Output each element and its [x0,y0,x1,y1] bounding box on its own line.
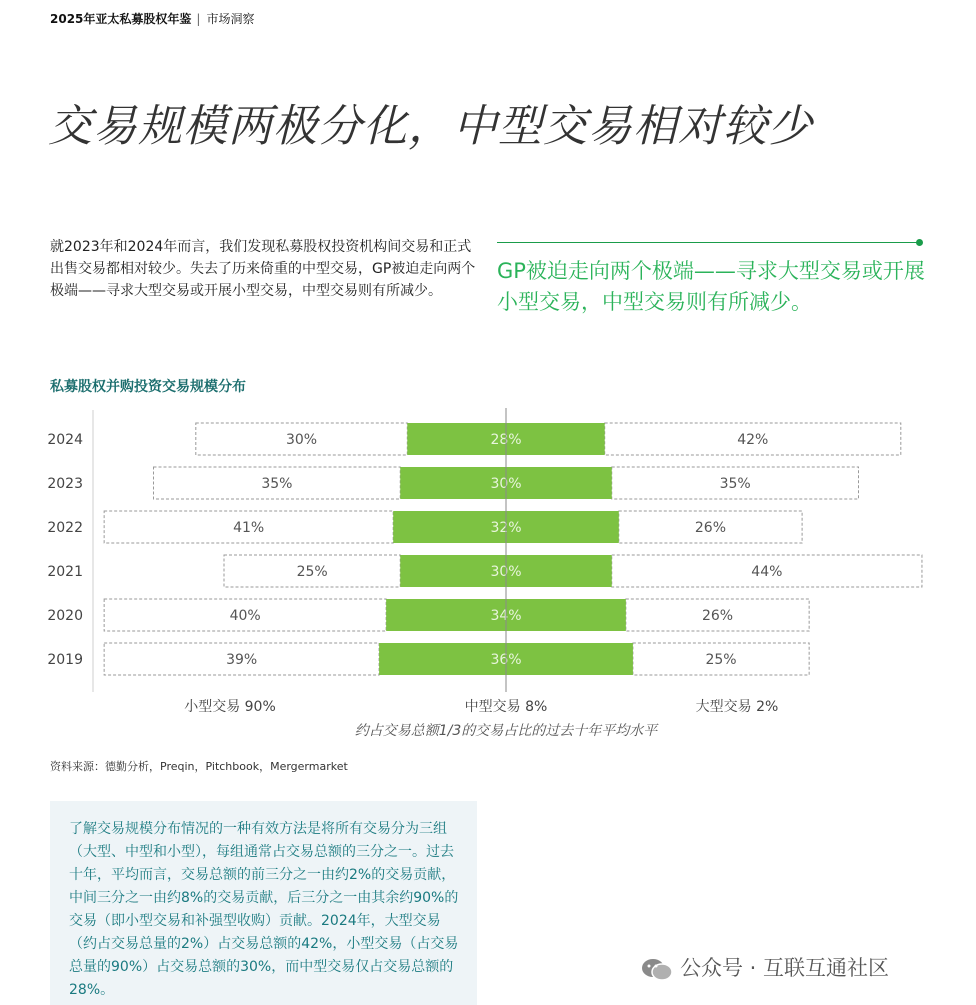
explainer-text: 了解交易规模分布情况的一种有效方法是将所有交易分为三组（大型、中型和小型），每组通常占交易总额的三分之一。过去十年，平均而言，交易总额的前三分之一由约2%的交易贡献，中间三分之一由约8%的交易贡献，后三分之一由其余约90%的交易（即小型交易和补强型收购）贡献。2024年，大型交易（约占交易总量的2%）占交易总额的42%，小型交易（占交易总量的90%）占交易总额的30%，而中型交易仅占交易总额的28%。 [69,821,459,998]
pullquote-rule [497,242,919,243]
label-medium-2019: 36% [490,652,522,668]
legend-large: 大型交易 2% [695,699,779,715]
header-separator: | [196,12,201,26]
source-note: 资料来源：德勤分析，Preqin，Pitchbook，Mergermarket [50,760,348,773]
watermark [640,952,889,982]
intro-paragraph: 就2023年和2024年而言，我们发现私募股权投资机构间交易和正式出售交易都相对较少。失去了历来倚重的中型交易，GP被迫走向两个极端——寻求大型交易或开展小型交易，中型交易则有所减少。 [50,239,476,299]
label-small-2024: 30% [285,432,318,448]
section-name: 市场洞察 [206,12,255,26]
label-large-2020: 26% [701,608,734,624]
label-large-2024: 42% [737,432,769,448]
label-medium-2020: 34% [490,608,522,624]
label-small-2019: 39% [226,652,258,668]
label-large-2019: 25% [705,652,737,668]
legend-medium: 中型交易 8% [464,699,548,715]
x-axis-caption: 约占交易总额1/3的交易占比的过去十年平均水平 [354,723,658,739]
pullquote: GP被迫走向两个极端——寻求大型交易或开展小型交易，中型交易则有所减少。 [497,259,925,314]
label-large-2022: 26% [694,520,727,536]
legend-small: 小型交易 90% [184,699,276,715]
label-large-2023: 35% [719,476,751,492]
label-small-2022: 41% [233,520,265,536]
label-medium-2024: 28% [490,432,522,448]
running-header [50,10,254,27]
label-small-2020: 40% [229,608,261,624]
page-title: 交易规模两极分化，中型交易相对较少 [48,101,813,152]
label-large-2021: 44% [751,564,783,580]
year-label-2021: 2021 [47,564,83,580]
pullquote-dot [916,239,923,246]
label-small-2021: 25% [296,564,328,580]
book-title: 2025年亚太私募股权年鉴 [50,12,192,26]
year-label-2024: 2024 [47,432,83,448]
deal-size-chart [40,400,940,745]
chart-title: 私募股权并购投资交易规模分布 [50,379,246,395]
year-label-2022: 2022 [47,520,83,536]
year-label-2020: 2020 [47,608,83,624]
year-label-2019: 2019 [47,652,83,668]
label-medium-2022: 32% [490,520,522,536]
label-medium-2021: 30% [490,564,522,580]
year-label-2023: 2023 [47,476,83,492]
watermark-text: 公众号 · 互联互通社区 [680,956,890,980]
wechat-icon [640,957,674,981]
label-small-2023: 35% [261,476,293,492]
label-medium-2023: 30% [490,476,522,492]
